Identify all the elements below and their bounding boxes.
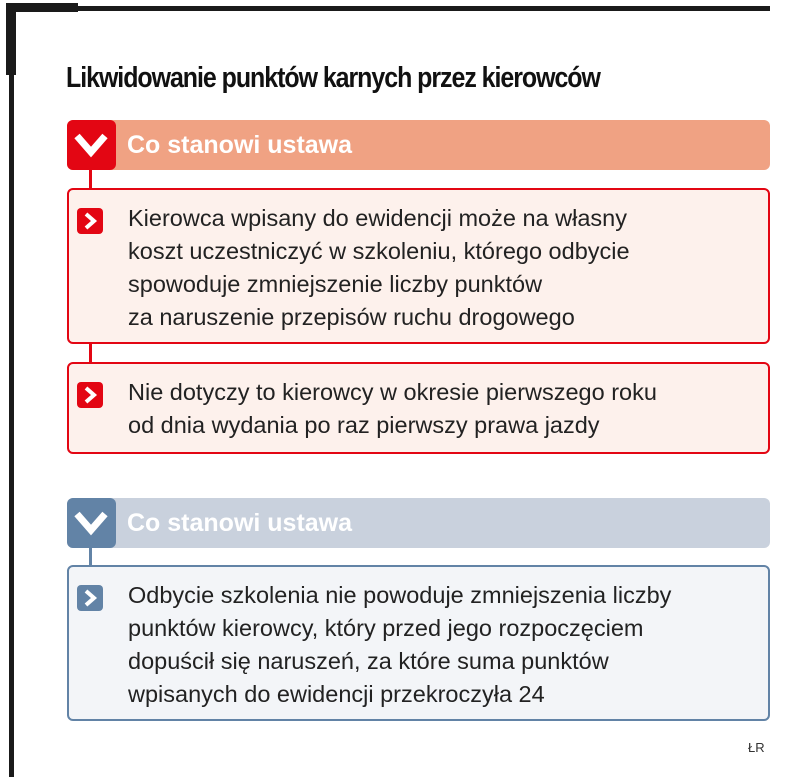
section-header-1 (67, 120, 770, 170)
author-credit: ŁR (748, 740, 765, 755)
section-header-2 (67, 498, 770, 548)
frame-top-line (8, 6, 770, 11)
chevron-right-icon (77, 585, 103, 611)
info-card (67, 188, 770, 344)
card-text: Nie dotyczy to kierowcy w okresie pierwszego roku od dnia wydania po raz pierwszy prawa jazdy (128, 379, 657, 438)
connector-line (89, 342, 92, 364)
card-text: Odbycie szkolenia nie powoduje zmniejszenia liczby punktów kierowcy, który przed jego rozpoczęciem dopuścił się naruszeń, za które suma punktów wpisanych do ewidencji przekroczyła 24 (128, 582, 672, 707)
infographic-title: Likwidowanie punktów karnych przez kierowców (66, 62, 600, 94)
section-header-label: Co stanowi ustawa (127, 131, 353, 159)
info-card (67, 565, 770, 721)
chevron-right-icon (77, 208, 103, 234)
chevron-right-icon (77, 382, 103, 408)
info-card (67, 362, 770, 454)
section-header-label: Co stanowi ustawa (127, 509, 353, 537)
chevron-down-icon (67, 120, 116, 170)
card-text: Kierowca wpisany do ewidencji może na własny koszt uczestniczyć w szkoleniu, którego odbycie spowoduje zmniejszenie liczby punktów za naruszenie przepisów ruchu drogowego (128, 205, 630, 330)
frame-left-line (9, 10, 14, 777)
frame-corner (6, 3, 78, 12)
chevron-down-icon (67, 498, 116, 548)
connector-line (89, 170, 92, 190)
